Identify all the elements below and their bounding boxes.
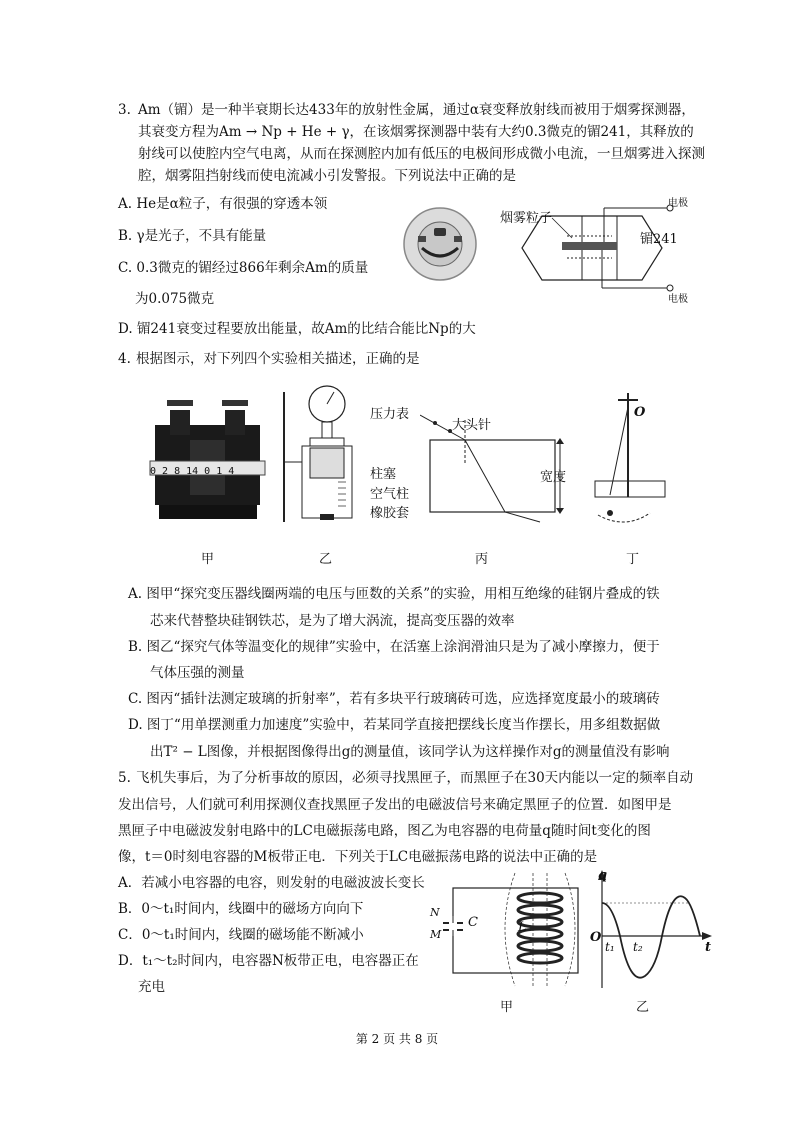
q5-stem-line-3: 黑匣子中电磁波发射电路中的LC电磁振荡电路，图乙为电容器的电荷量q随时间t变化的图 xyxy=(118,823,651,839)
q3-option-a: A. He是α粒子，有很强的穿透本领 xyxy=(118,196,328,212)
q3-stem-line-4: 腔，烟雾阻挡射线而使电流减小引发警报。下列说法中正确的是 xyxy=(138,168,516,184)
q5-number: 5. xyxy=(118,770,131,786)
q3-option-c-cont: 为0.075微克 xyxy=(135,291,215,307)
caption-yi: 乙 xyxy=(319,552,333,567)
electrode-top-label: 电极 xyxy=(668,198,688,209)
q5-stem-line-2: 发出信号，人们就可利用探测仪查找黑匣子发出的电磁波信号来确定黑匣子的位置．如图甲是 xyxy=(118,797,672,813)
q4-number: 4. xyxy=(118,351,131,367)
caption-graph-yi: 乙 xyxy=(636,1000,650,1015)
capacitor-c-label: C xyxy=(468,915,478,930)
pendulum-apparatus xyxy=(590,385,670,530)
q3-number: 3. xyxy=(118,102,131,118)
piston-label: 柱塞 xyxy=(370,467,397,482)
transformer-image xyxy=(145,395,270,523)
q4-option-a: A. 图甲“探究变压器线圈两端的电压与匝数的关系”的实验，用相互绝缘的硅钢片叠成的铁 xyxy=(128,586,660,602)
transformer-scale-label: 0 2 8 14 0 1 4 xyxy=(150,466,235,477)
q4-option-d-cont: 出T² − L图像，并根据图像得出g的测量值，该同学认为这样操作对g的测量值没有影响 xyxy=(150,744,670,760)
q5-option-d: D．t₁～t₂时间内，电容器N板带正电，电容器正在 xyxy=(118,953,419,969)
caption-circuit-jia: 甲 xyxy=(500,1000,514,1015)
graph-t2-label: t₂ xyxy=(633,940,643,954)
q3-option-d: D. 镅241衰变过程要放出能量，故Am的比结合能比Np的大 xyxy=(118,321,476,337)
pin-label: 大头针 xyxy=(452,418,492,433)
width-label: 宽度 xyxy=(540,470,567,485)
q4-option-c: C. 图丙“插针法测定玻璃的折射率”，若有多块平行玻璃砖可选，应选择宽度最小的玻璃砖 xyxy=(128,691,660,707)
q5-option-c: C．0～t₁时间内，线圈的磁场能不断减小 xyxy=(118,927,364,943)
graph-t-label: t xyxy=(705,940,712,955)
graph-q-label: q xyxy=(598,868,608,883)
q3-option-b: B. γ是光子，不具有能量 xyxy=(118,228,267,244)
plate-m-label: M xyxy=(430,928,442,941)
q5-option-b: B．0～t₁时间内，线圈中的磁场方向向下 xyxy=(118,901,364,917)
q5-option-a: A．若减小电容器的电容，则发射的电磁波波长变长 xyxy=(118,875,425,891)
lc-circuit-diagram xyxy=(425,868,595,993)
pressure-gauge-label: 压力表 xyxy=(370,407,410,422)
caption-bing: 丙 xyxy=(475,552,489,567)
inductor-l-label: L xyxy=(518,920,527,935)
q4-option-b: B. 图乙“探究气体等温变化的规律”实验中，在活塞上涂润滑油只是为了减小摩擦力，便于 xyxy=(128,639,660,655)
q3-stem-line-2: 其衰变方程为Am → Np + He + γ，在该烟雾探测器中装有大约0.3微克的镅241，其释放的 xyxy=(138,124,694,140)
q4-option-b-cont: 气体压强的测量 xyxy=(150,665,245,681)
q4-stem: 根据图示，对下列四个实验相关描述，正确的是 xyxy=(136,351,420,367)
q4-option-a-cont: 芯来代替整块硅钢铁芯，是为了增大涡流，提高变压器的效率 xyxy=(150,613,515,629)
caption-jia: 甲 xyxy=(201,552,215,567)
q3-option-c: C. 0.3微克的镅经过866年剩余Am的质量 xyxy=(118,260,369,276)
page-footer: 第 2 页 共 8 页 xyxy=(355,1032,439,1046)
smoke-detector-image xyxy=(400,204,480,284)
air-column-label: 空气柱 xyxy=(370,487,410,502)
q4-option-d: D. 图丁“用单摆测重力加速度”实验中，若某同学直接把摆线长度当作摆长，用多组数据做 xyxy=(128,717,661,733)
caption-ding: 丁 xyxy=(626,552,640,567)
americium-label: 镅241 xyxy=(640,232,678,247)
graph-origin-label: O xyxy=(590,930,602,945)
smoke-particle-label: 烟雾粒子 xyxy=(500,211,553,226)
rubber-cap-label: 橡胶套 xyxy=(370,506,410,521)
gas-law-apparatus xyxy=(272,382,372,527)
plate-n-label: N xyxy=(430,906,440,919)
electrode-bottom-label: 电极 xyxy=(668,294,688,305)
q5-stem-line-1: 飞机失事后，为了分析事故的原因，必须寻找黑匣子，而黑匣子在30天内能以一定的频率自动 xyxy=(136,770,694,786)
graph-t1-label: t₁ xyxy=(605,940,615,954)
q5-option-d-cont: 充电 xyxy=(138,979,165,995)
pivot-o-label: O xyxy=(634,405,646,420)
q3-stem-line-3: 射线可以使腔内空气电离，从而在探测腔内加有低压的电极间形成微小电流，一旦烟雾进入探测 xyxy=(138,146,705,162)
q3-stem-line-1: Am（镅）是一种半衰期长达433年的放射性金属，通过α衰变释放射线而被用于烟雾探测器， xyxy=(138,102,695,118)
charge-time-graph xyxy=(590,868,720,998)
q5-stem-line-4: 像，t＝0时刻电容器的M板带正电．下列关于LC电磁振荡电路的说法中正确的是 xyxy=(118,849,598,865)
